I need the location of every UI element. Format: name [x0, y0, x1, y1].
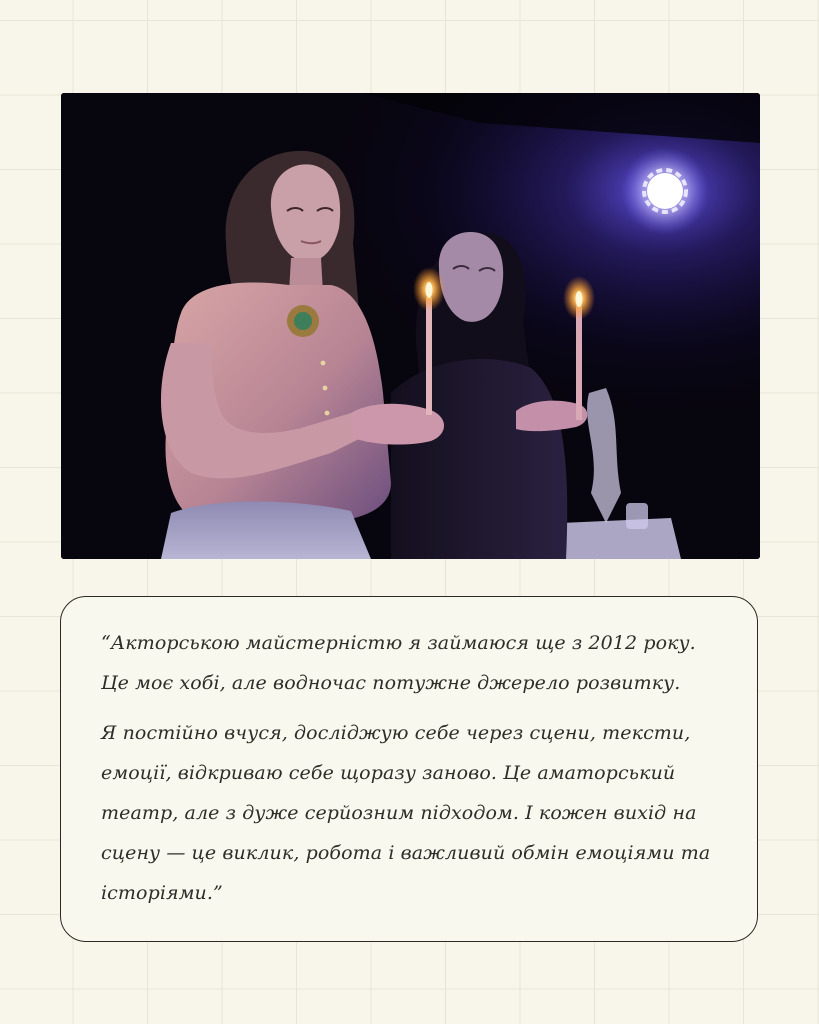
stage-photo-image [61, 93, 760, 559]
quote-card [60, 596, 758, 942]
stage-photo [61, 93, 760, 559]
quote-paragraph-2: Я постійно вчуся, досліджую себе через сцени, тексти, емоції, відкриваю себе щоразу заново. Це аматорський театр, але з дуже серйозним підходом. І кожен вихід на сцену — це виклик, робота і важливий обмін емоціями та історіями.” [101, 722, 711, 904]
quote-paragraph-1: “Акторською майстерністю я займаюся ще з 2012 року. Це моє хобі, але водночас потужне джерело розвитку. [101, 632, 696, 694]
